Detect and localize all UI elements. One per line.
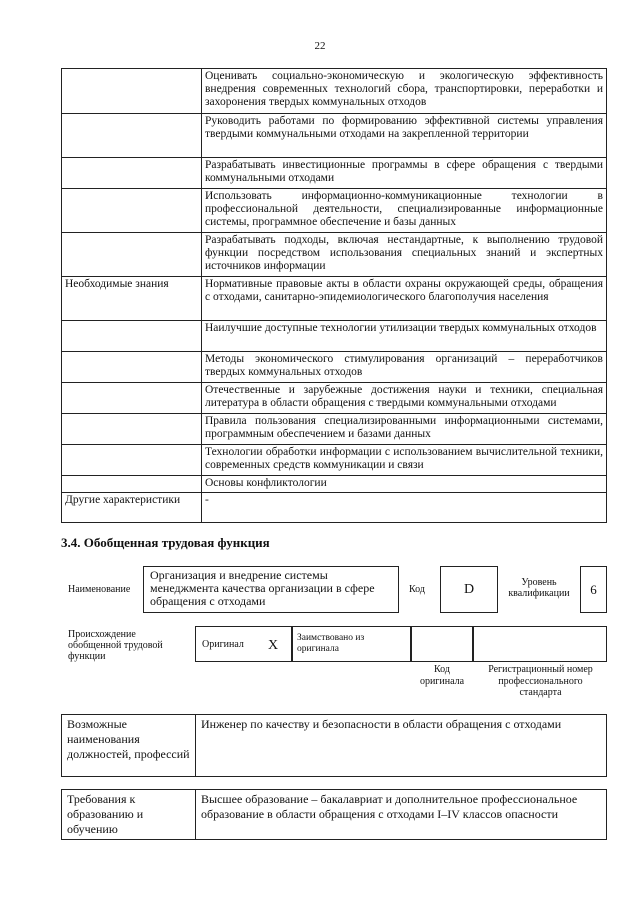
- row-label: [62, 476, 202, 493]
- level-value: 6: [580, 566, 607, 613]
- education-label: Требования к образованию и обучению: [62, 790, 196, 840]
- table-row: [62, 715, 607, 777]
- education-table: [61, 789, 607, 840]
- table-row: [62, 414, 607, 445]
- registration-caption: Регистрационный номер профессионального стандарта: [488, 664, 593, 698]
- code-caption: Код оригинала: [419, 664, 465, 687]
- row-text: Отечественные и зарубежные достижения науки и техники, специальная литература в области обращения с твердыми коммунальными отходами: [202, 383, 607, 414]
- row-label: [62, 352, 202, 383]
- row-text: -: [202, 493, 607, 523]
- row-text: Оценивать социально-экономическую и экологическую эффективность внедрения современных технологий сбора, транспортировки, переработки и захоронения твердых коммунальных отходов: [202, 69, 607, 114]
- page-number: 22: [314, 40, 326, 52]
- table-row: [62, 476, 607, 493]
- table-row: [62, 493, 607, 523]
- original-code-cell: [411, 626, 473, 662]
- original-label: Оригинал: [195, 626, 292, 662]
- row-text: Наилучшие доступные технологии утилизации твердых коммунальных отходов: [202, 321, 607, 352]
- table-row: [62, 445, 607, 476]
- table-row: [62, 114, 607, 158]
- row-label: [62, 383, 202, 414]
- registration-number-cell: [473, 626, 607, 662]
- table-row: [62, 352, 607, 383]
- table-row: [62, 321, 607, 352]
- function-code-value: D: [440, 566, 498, 613]
- row-label: [62, 114, 202, 158]
- function-name-value: Организация и внедрение системы менеджмента качества организации в сфере обращения с отходами: [143, 566, 399, 613]
- positions-value: Инженер по качеству и безопасности в области обращения с отходами: [196, 715, 607, 777]
- row-label: Другие характеристики: [62, 493, 202, 523]
- section-title: 3.4. Обобщенная трудовая функция: [61, 535, 270, 550]
- table-row: [62, 69, 607, 114]
- name-label: Наименование: [68, 584, 131, 595]
- table-row: [62, 277, 607, 321]
- row-label: [62, 321, 202, 352]
- row-label: [62, 69, 202, 114]
- row-label: Необходимые знания: [62, 277, 202, 321]
- row-text: Технологии обработки информации с использованием вычислительной техники, современных средств коммуникации и связи: [202, 445, 607, 476]
- original-mark: X: [268, 638, 279, 653]
- skills-table: [61, 68, 607, 523]
- row-label: [62, 445, 202, 476]
- row-text: Разрабатывать подходы, включая нестандартные, к выполнению трудовой функции посредством использования специальных знаний и экспертных источников информации: [202, 233, 607, 277]
- origin-label: Происхождение обобщенной трудовой функции: [68, 629, 163, 662]
- row-label: [62, 233, 202, 277]
- row-label: [62, 414, 202, 445]
- row-text: Правила пользования специализированными информационными системами, программным обеспечением и базами данных: [202, 414, 607, 445]
- row-text: Методы экономического стимулирования организаций – переработчиков твердых коммунальных отходов: [202, 352, 607, 383]
- row-label: [62, 189, 202, 233]
- table-row: [62, 383, 607, 414]
- row-label: [62, 158, 202, 189]
- row-text: Нормативные правовые акты в области охраны окружающей среды, обращения с отходами, санитарно-эпидемиологического благополучия населения: [202, 277, 607, 321]
- row-text: Основы конфликтологии: [202, 476, 607, 493]
- education-value: Высшее образование – бакалавриат и дополнительное профессиональное образование в области обращения с отходами I–IV классов опасности: [196, 790, 607, 840]
- row-text: Использовать информационно-коммуникационные технологии в профессиональной деятельности, специализированные информационные системы, программное обеспечение и базы данных: [202, 189, 607, 233]
- row-text: Разрабатывать инвестиционные программы в сфере обращения с твердыми коммунальными отходами: [202, 158, 607, 189]
- code-label: Код: [409, 584, 425, 595]
- table-row: [62, 233, 607, 277]
- row-text: Руководить работами по формированию эффективной системы управления твердыми коммунальными отходами на закрепленной территории: [202, 114, 607, 158]
- table-row: [62, 790, 607, 840]
- level-label: Уровень квалификации: [508, 577, 570, 599]
- borrowed-label: Заимствовано из оригинала: [292, 626, 411, 662]
- table-row: [62, 158, 607, 189]
- table-row: [62, 189, 607, 233]
- positions-table: [61, 714, 607, 777]
- positions-label: Возможные наименования должностей, профессий: [62, 715, 196, 777]
